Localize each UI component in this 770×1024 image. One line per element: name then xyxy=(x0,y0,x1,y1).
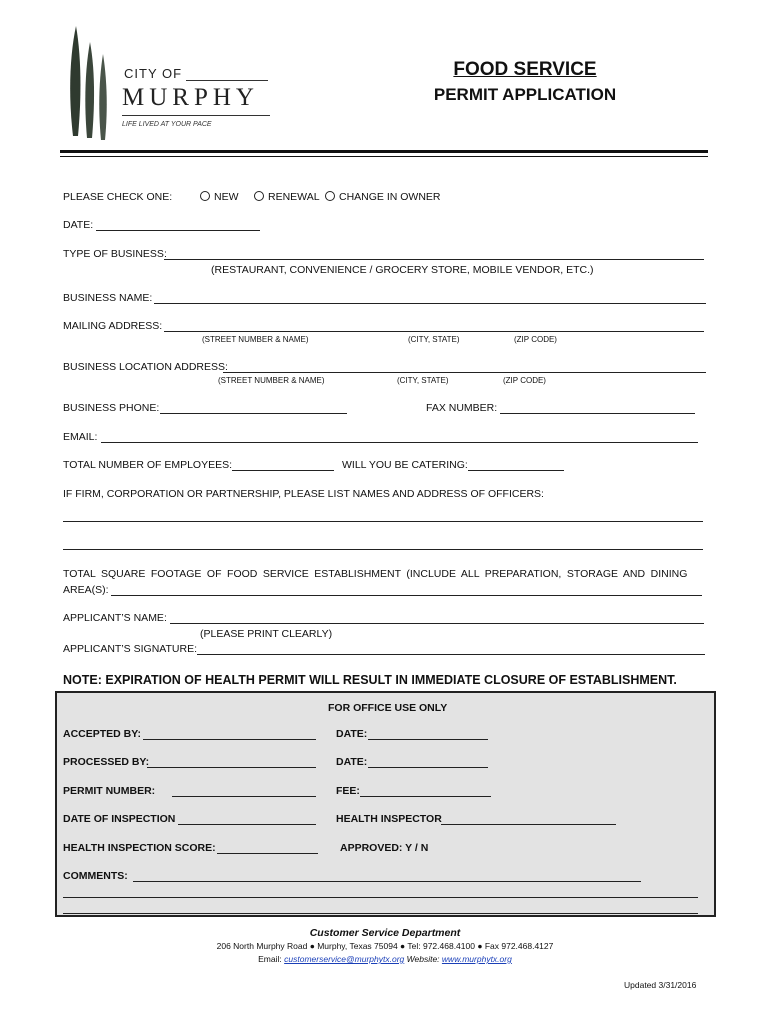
updated-date: Updated 3/31/2016 xyxy=(624,980,697,990)
mailing-city-hint: (CITY, STATE) xyxy=(408,335,460,344)
accepted-by-label: ACCEPTED BY: xyxy=(63,728,141,740)
location-zip-hint: (ZIP CODE) xyxy=(503,376,546,385)
processed-by-label: PROCESSED BY: xyxy=(63,756,150,768)
expiration-note: NOTE: EXPIRATION OF HEALTH PERMIT WILL RESULT IN IMMEDIATE CLOSURE OF ESTABLISHMENT. xyxy=(63,673,677,687)
catering-field[interactable] xyxy=(468,470,564,471)
processed-by-field[interactable] xyxy=(147,767,316,768)
fee-label: FEE: xyxy=(336,785,360,797)
business-location-label: BUSINESS LOCATION ADDRESS: xyxy=(63,361,228,373)
title-line-1: FOOD SERVICE xyxy=(453,59,597,80)
inspection-score-label: HEALTH INSPECTION SCORE: xyxy=(63,842,216,854)
header-divider xyxy=(60,150,708,153)
mailing-address-label: MAILING ADDRESS: xyxy=(63,320,163,332)
date-field[interactable] xyxy=(96,230,260,231)
applicant-name-field[interactable] xyxy=(170,623,704,624)
logo-city-of: CITY OF xyxy=(124,66,183,81)
option-renewal-label: RENEWAL xyxy=(268,191,320,203)
footer-website-label: Website: xyxy=(406,954,440,964)
processed-date-field[interactable] xyxy=(368,767,488,768)
accepted-date-label: DATE: xyxy=(336,728,368,740)
date-label: DATE: xyxy=(63,219,94,231)
radio-renewal[interactable] xyxy=(254,191,264,201)
office-use-heading: FOR OFFICE USE ONLY xyxy=(328,702,448,714)
type-of-business-hint: (RESTAURANT, CONVENIENCE / GROCERY STORE, MOBILE VENDOR, ETC.) xyxy=(211,264,594,276)
applicant-signature-label: APPLICANT’S SIGNATURE: xyxy=(63,643,197,655)
logo-tagline: LIFE LIVED AT YOUR PACE xyxy=(122,121,212,128)
location-street-hint: (STREET NUMBER & NAME) xyxy=(218,376,325,385)
officers-label: IF FIRM, CORPORATION OR PARTNERSHIP, PLEASE LIST NAMES AND ADDRESS OF OFFICERS: xyxy=(63,488,544,500)
print-clearly-hint: (PLEASE PRINT CLEARLY) xyxy=(200,628,333,640)
email-label: EMAIL: xyxy=(63,431,98,443)
comments-label: COMMENTS: xyxy=(63,870,128,882)
date-of-inspection-label: DATE OF INSPECTION xyxy=(63,813,176,825)
approved-label: APPROVED: Y / N xyxy=(340,842,429,854)
employees-field[interactable] xyxy=(232,470,334,471)
footer-email-label: Email: xyxy=(258,954,282,964)
footer-contact xyxy=(0,953,770,966)
footer xyxy=(0,926,770,966)
radio-change-owner[interactable] xyxy=(325,191,335,201)
header-divider-thin xyxy=(60,156,708,157)
officers-line-2[interactable] xyxy=(63,549,703,550)
accepted-by-field[interactable] xyxy=(143,739,316,740)
option-change-owner[interactable] xyxy=(325,191,441,203)
office-use-box xyxy=(55,691,716,917)
business-location-field[interactable] xyxy=(223,372,706,373)
employees-label: TOTAL NUMBER OF EMPLOYEES: xyxy=(63,459,233,471)
comments-line-3[interactable] xyxy=(63,913,698,914)
processed-date-label: DATE: xyxy=(336,756,368,768)
sqft-label-line-2: AREA(S): xyxy=(63,584,109,596)
cypress-trees-icon xyxy=(66,24,114,142)
email-field[interactable] xyxy=(101,442,698,443)
business-name-field[interactable] xyxy=(154,303,706,304)
option-new-label: NEW xyxy=(214,191,239,203)
type-of-business-field[interactable] xyxy=(164,259,704,260)
accepted-date-field[interactable] xyxy=(368,739,488,740)
footer-dept: Customer Service Department xyxy=(309,927,461,939)
permit-number-label: PERMIT NUMBER: xyxy=(63,785,156,797)
mailing-street-hint: (STREET NUMBER & NAME) xyxy=(202,335,309,344)
date-of-inspection-field[interactable] xyxy=(178,824,316,825)
logo-rule-2 xyxy=(122,115,270,116)
logo-rule xyxy=(186,80,268,81)
applicant-name-label: APPLICANT’S NAME: xyxy=(63,612,167,624)
type-of-business-label: TYPE OF BUSINESS: xyxy=(63,248,167,260)
title-line-2: PERMIT APPLICATION xyxy=(433,85,617,104)
radio-new[interactable] xyxy=(200,191,210,201)
logo-name: MURPHY xyxy=(122,84,259,111)
footer-website-link[interactable]: www.murphytx.org xyxy=(441,954,512,964)
fax-field[interactable] xyxy=(500,413,695,414)
health-inspector-field[interactable] xyxy=(441,824,616,825)
mailing-zip-hint: (ZIP CODE) xyxy=(514,335,557,344)
catering-label: WILL YOU BE CATERING: xyxy=(342,459,468,471)
form-title xyxy=(400,58,650,108)
officers-line-1[interactable] xyxy=(63,521,703,522)
applicant-signature-field[interactable] xyxy=(197,654,705,655)
option-renewal[interactable] xyxy=(254,191,320,203)
business-phone-field[interactable] xyxy=(160,413,347,414)
footer-email-link[interactable]: customerservice@murphytx.org xyxy=(284,954,405,964)
option-change-owner-label: CHANGE IN OWNER xyxy=(339,191,441,203)
permit-number-field[interactable] xyxy=(172,796,316,797)
footer-address: 206 North Murphy Road ● Murphy, Texas 75094 ● Tel: 972.468.4100 ● Fax 972.468.4127 xyxy=(216,941,554,951)
business-name-label: BUSINESS NAME: xyxy=(63,292,153,304)
health-inspector-label: HEALTH INSPECTOR xyxy=(336,813,442,825)
check-one-label: PLEASE CHECK ONE: xyxy=(63,191,173,203)
fee-field[interactable] xyxy=(360,796,491,797)
business-phone-label: BUSINESS PHONE: xyxy=(63,402,160,414)
location-city-hint: (CITY, STATE) xyxy=(397,376,449,385)
inspection-score-field[interactable] xyxy=(217,853,318,854)
mailing-address-field[interactable] xyxy=(164,331,704,332)
fax-label: FAX NUMBER: xyxy=(426,402,498,414)
comments-line-1[interactable] xyxy=(133,881,641,882)
sqft-label-line-1: TOTAL SQUARE FOOTAGE OF FOOD SERVICE ESTABLISHMENT (INCLUDE ALL PREPARATION, STORAGE AND DINING xyxy=(63,568,688,580)
comments-line-2[interactable] xyxy=(63,897,698,898)
option-new[interactable] xyxy=(200,191,239,203)
sqft-field[interactable] xyxy=(111,595,702,596)
